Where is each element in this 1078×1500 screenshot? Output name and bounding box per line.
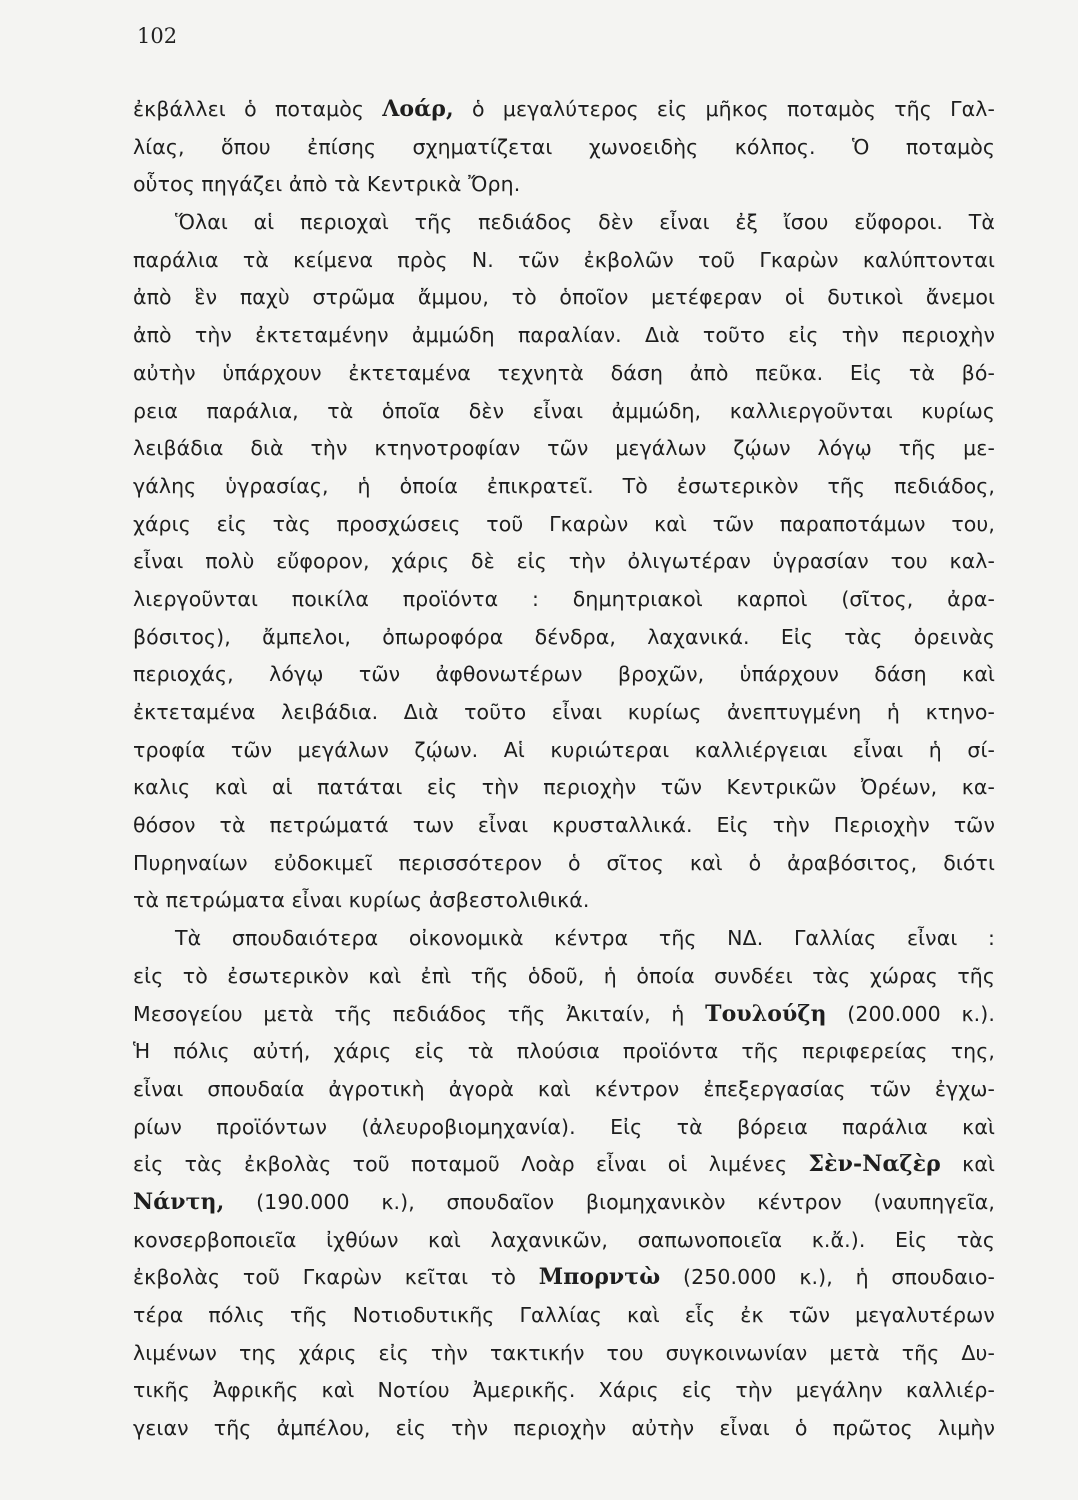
- text-line: [133, 355, 995, 393]
- text-line: [133, 279, 995, 317]
- text-run: ἐκβολὰς τοῦ Γκαρὼν κεῖται τὸ: [133, 1265, 539, 1290]
- text-run: τὰ πετρώματα εἶναι κυρίως ἀσβεστολιθικά.: [133, 888, 590, 913]
- place-name: Λοάρ,: [382, 96, 454, 122]
- text-line: [133, 468, 995, 506]
- text-line: [133, 1335, 995, 1373]
- text-run: Μεσογείου μετὰ τῆς πεδιάδος τῆς Ἀκιταίν, ἡ: [133, 1001, 706, 1026]
- text-line: [133, 1146, 995, 1184]
- text-run: καλις καὶ αἱ πατάται εἰς τὴν περιοχὴν τῶν Κεντρικῶν Ὀρέων, κα-: [133, 775, 995, 800]
- text-run: γάλης ὑγρασίας, ἡ ὁποία ἐπικρατεῖ. Τὸ ἐσωτερικὸν τῆς πεδιάδος,: [133, 473, 995, 498]
- text-line: [133, 769, 995, 807]
- text-run: λειβάδια διὰ τὴν κτηνοτροφίαν τῶν μεγάλων ζῴων λόγῳ τῆς με-: [133, 436, 995, 461]
- text-run: ἀπὸ τὴν ἐκτεταμένην ἀμμώδη παραλίαν. Διὰ τοῦτο εἰς τὴν περιοχὴν: [133, 323, 995, 348]
- text-line: [133, 1259, 995, 1297]
- text-line: [133, 958, 995, 996]
- text-run: ρεια παράλια, τὰ ὁποῖα δὲν εἶναι ἀμμώδη, καλλιεργοῦνται κυρίως: [133, 398, 995, 423]
- text-line: [133, 1372, 995, 1410]
- text-run: εἰς τὸ ἐσωτερικὸν καὶ ἐπὶ τῆς ὁδοῦ, ἡ ὁποία συνδέει τὰς χώρας τῆς: [133, 963, 995, 988]
- text-run: κονσερβοποιεῖα ἰχθύων καὶ λαχανικῶν, σαπωνοποιεῖα κ.ἄ.). Εἰς τὰς: [133, 1227, 995, 1252]
- text-line: [133, 1297, 995, 1335]
- text-run: τροφία τῶν μεγάλων ζῴων. Αἱ κυριώτεραι καλλιέργειαι εἶναι ἡ σί-: [133, 737, 995, 762]
- text-run: Ἡ πόλις αὐτή, χάρις εἰς τὰ πλούσια προϊόντα τῆς περιφερείας της,: [133, 1039, 995, 1064]
- text-run: λιεργοῦνται ποικίλα προϊόντα : δημητριακοὶ καρποὶ (σῖτος, ἀρα-: [133, 586, 995, 611]
- text-line: [133, 656, 995, 694]
- text-line: [133, 996, 995, 1034]
- text-run: αὐτὴν ὑπάρχουν ἐκτεταμένα τεχνητὰ δάση ἀπὸ πεῦκα. Εἰς τὰ βό-: [133, 360, 995, 385]
- text-run: λίας, ὅπου ἐπίσης σχηματίζεται χωνοειδὴς κόλπος. Ὁ ποταμὸς: [133, 134, 995, 159]
- text-run: καὶ: [940, 1152, 995, 1177]
- text-run: (200.000 κ.).: [826, 1001, 995, 1026]
- text-line: [133, 393, 995, 431]
- page-number: 102: [137, 24, 178, 48]
- text-run: Ὅλαι αἱ περιοχαὶ τῆς πεδιάδος δὲν εἶναι ἐξ ἴσου εὔφοροι. Τὰ: [175, 210, 995, 235]
- text-run: ρίων προϊόντων (ἀλευροβιομηχανία). Εἰς τὰ βόρεια παράλια καὶ: [133, 1114, 995, 1139]
- text-line: [133, 506, 995, 544]
- text-run: Πυρηναίων εὐδοκιμεῖ περισσότερον ὁ σῖτος καὶ ὁ ἀραβόσιτος, διότι: [133, 850, 995, 875]
- text-run: τικῆς Ἀφρικῆς καὶ Νοτίου Ἀμερικῆς. Χάρις εἰς τὴν μεγάλην καλλιέρ-: [133, 1378, 995, 1403]
- text-line: [133, 242, 995, 280]
- text-run: θόσον τὰ πετρώματά των εἶναι κρυσταλλικά. Εἰς τὴν Περιοχὴν τῶν: [133, 813, 995, 838]
- text-run: εἶναι σπουδαία ἀγροτικὴ ἀγορὰ καὶ κέντρον ἐπεξεργασίας τῶν ἐγχω-: [133, 1076, 995, 1101]
- text-run: ἀπὸ ἓν παχὺ στρῶμα ἄμμου, τὸ ὁποῖον μετέφεραν οἱ δυτικοὶ ἄνεμοι: [133, 285, 995, 310]
- text-run: λιμένων της χάρις εἰς τὴν τακτικήν του συγκοινωνίαν μετὰ τῆς Δυ-: [133, 1340, 995, 1365]
- text-run: εἶναι πολὺ εὔφορον, χάρις δὲ εἰς τὴν ὀλιγωτέραν ὑγρασίαν του καλ-: [133, 549, 995, 574]
- text-run: παράλια τὰ κείμενα πρὸς Ν. τῶν ἐκβολῶν τοῦ Γκαρὼν καλύπτονται: [133, 247, 995, 272]
- text-run: οὗτος πηγάζει ἀπὸ τὰ Κεντρικὰ Ὄρη.: [133, 172, 521, 197]
- text-line: [133, 1033, 995, 1071]
- place-name: Νάντη,: [133, 1188, 225, 1215]
- text-line: [133, 543, 995, 581]
- body-text: [133, 91, 995, 1448]
- text-run: Τὰ σπουδαιότερα οἰκονομικὰ κέντρα τῆς ΝΔ. Γαλλίας εἶναι :: [175, 926, 995, 951]
- place-name: Μπορντὼ: [538, 1264, 661, 1291]
- text-run: εἰς τὰς ἐκβολὰς τοῦ ποταμοῦ Λοὰρ εἶναι οἱ λιμένες: [133, 1152, 809, 1177]
- text-line: [133, 91, 995, 129]
- text-line: [133, 1109, 995, 1147]
- text-run: ὁ μεγαλύτερος εἰς μῆκος ποταμὸς τῆς Γαλ-: [453, 97, 995, 121]
- text-line: [133, 845, 995, 883]
- text-run: περιοχάς, λόγῳ τῶν ἀφθονωτέρων βροχῶν, ὑπάρχουν δάση καὶ: [133, 662, 995, 687]
- place-name: Σὲν-Ναζὲρ: [808, 1151, 941, 1178]
- text-run: (250.000 κ.), ἡ σπουδαιο-: [660, 1265, 995, 1290]
- text-line: [133, 732, 995, 770]
- text-line: [133, 204, 995, 242]
- text-run: βόσιτος), ἄμπελοι, ὀπωροφόρα δένδρα, λαχανικά. Εἰς τὰς ὀρεινὰς: [133, 624, 995, 649]
- text-run: γειαν τῆς ἀμπέλου, εἰς τὴν περιοχὴν αὐτὴν εἶναι ὁ πρῶτος λιμὴν: [133, 1416, 995, 1441]
- place-name: Τουλούζη: [705, 1000, 827, 1027]
- text-run: τέρα πόλις τῆς Νοτιοδυτικῆς Γαλλίας καὶ εἷς ἐκ τῶν μεγαλυτέρων: [133, 1303, 995, 1327]
- text-line: [133, 317, 995, 355]
- text-line: [133, 430, 995, 468]
- text-line: [133, 1222, 995, 1260]
- text-line: [133, 920, 995, 958]
- text-line: [133, 882, 995, 920]
- text-run: χάρις εἰς τὰς προσχώσεις τοῦ Γκαρὼν καὶ τῶν παραποτάμων του,: [133, 511, 995, 536]
- text-line: [133, 694, 995, 732]
- text-line: [133, 166, 995, 204]
- text-line: [133, 1410, 995, 1448]
- text-line: [133, 619, 995, 657]
- text-run: ἐκτεταμένα λειβάδια. Διὰ τοῦτο εἶναι κυρίως ἀνεπτυγμένη ἡ κτηνο-: [133, 700, 995, 724]
- text-line: [133, 1071, 995, 1109]
- text-line: [133, 129, 995, 167]
- text-line: [133, 807, 995, 845]
- text-run: (190.000 κ.), σπουδαῖον βιομηχανικὸν κέντρον (ναυπηγεῖα,: [224, 1189, 995, 1214]
- text-line: [133, 581, 995, 619]
- text-run: ἐκβάλλει ὁ ποταμὸς: [133, 97, 383, 121]
- text-line: [133, 1184, 995, 1222]
